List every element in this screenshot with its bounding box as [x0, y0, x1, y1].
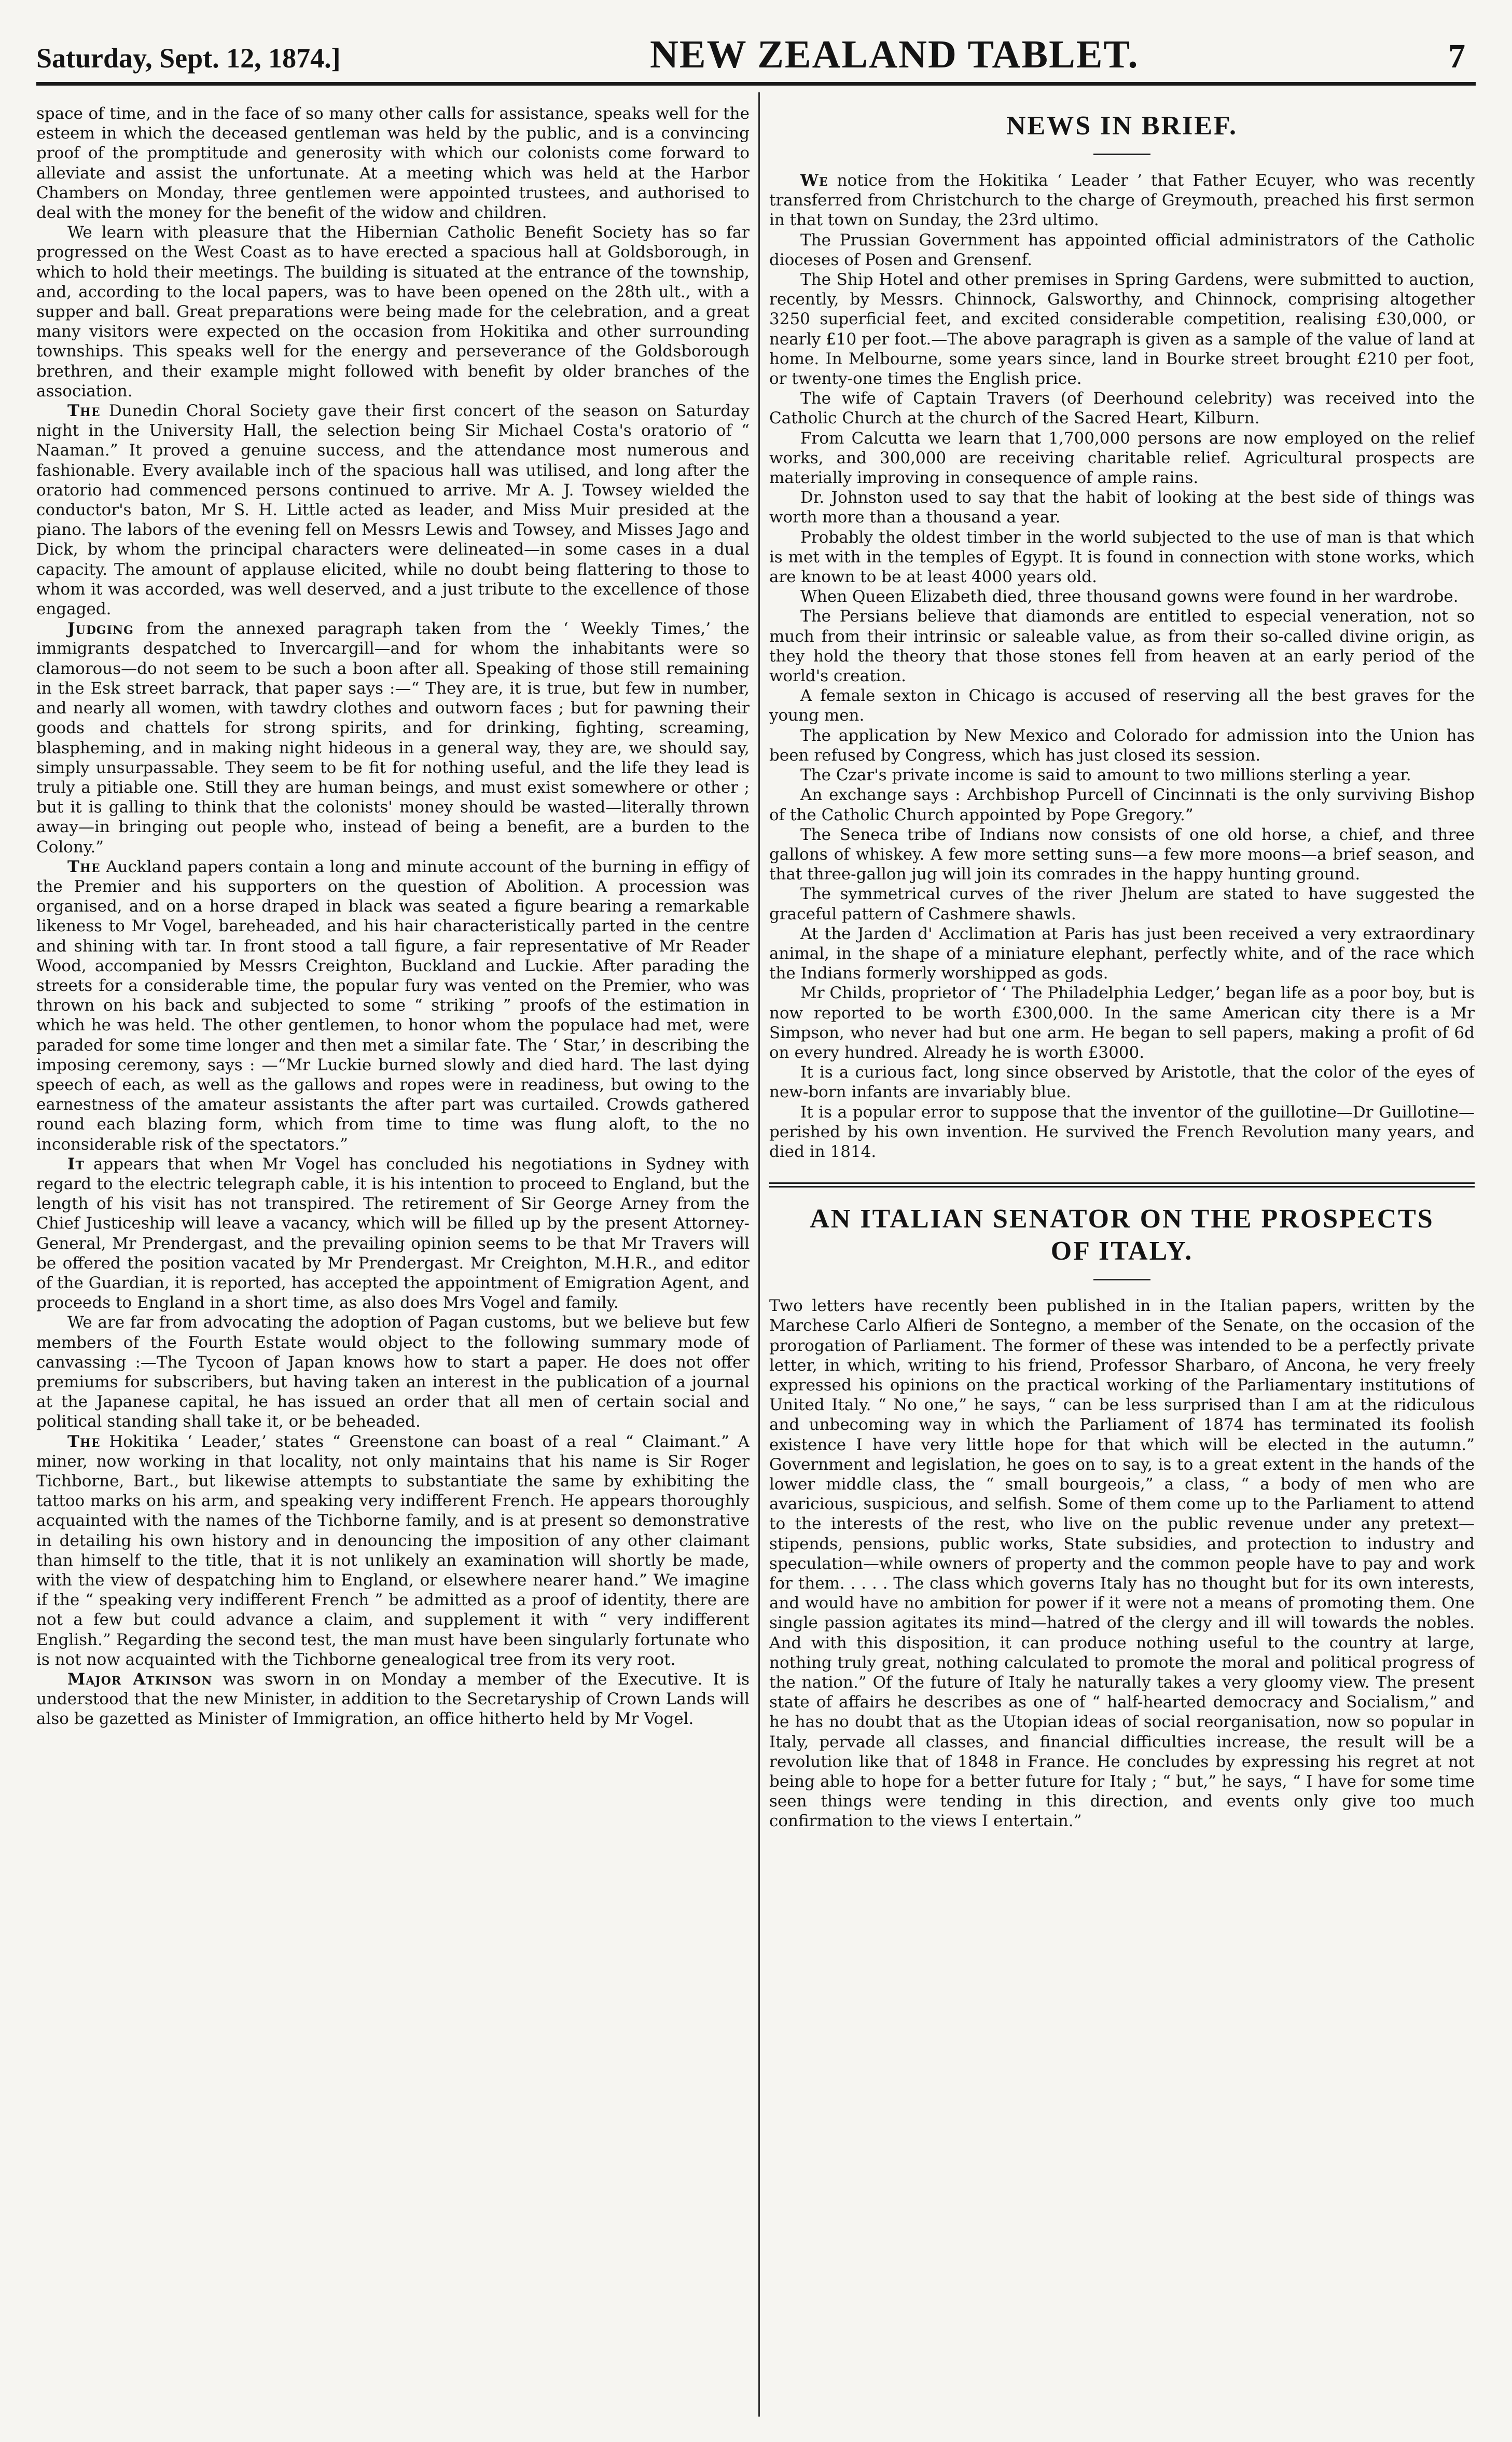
section-rule [769, 1182, 1475, 1184]
section-rule [769, 1186, 1475, 1188]
paragraph-lead: The [67, 857, 101, 876]
news-item: From Calcutta we learn that 1,700,000 persons are now employed on the relief works, and 300,000 are receiving charitable relief. Agricultural prospects are materially improving in consequence of ample rains. [769, 429, 1475, 488]
article-paragraph [36, 619, 750, 857]
news-item: Probably the oldest timber in the world subjected to the use of man is that which is met with in the temples of Egypt. It is found in connection with stone works, which are known to be at least 4000 years old. [769, 528, 1475, 587]
news-item: An exchange says : Archbishop Purcell of Cincinnati is the only surviving Bishop of the Catholic Church appointed by Pope Gregory.” [769, 785, 1475, 824]
article-paragraph [36, 1432, 750, 1670]
article-paragraph [36, 1670, 750, 1729]
article-paragraph: space of time, and in the face of so many other calls for assistance, speaks well for the esteem in which the deceased gentleman was held by the public, and is a convincing proof of the promptitude and generosity with which our colonists come forward to alleviate and assist the unfortunate. At a meeting which was held at the Harbor Chambers on Monday, three gentlemen were appointed trustees, and authorised to deal with the money for the benefit of the widow and children. [36, 104, 750, 223]
paragraph-body: Auckland papers contain a long and minute account of the burning in effigy of the Premier and his supporters on the question of Abolition. A procession was organised, and on a horse draped in black was seated a figure bearing a remarkable likeness to Mr Vogel, bareheaded, and his hair characteristically parted in the centre and shining with tar. In front stood a tall figure, a fair representative of Mr Reader Wood, accompanied by Messrs Creighton, Buckland and Luckie. After parading the streets for a considerable time, the popular fury was vented on the Premier, who was thrown on his back and subjected to some “ striking ” proofs of the estimation in which he was held. The other gentlemen, to honor whom the populace had met, were paraded for some time longer and then met a similar fate. The ‘ Star,’ in describing the imposing ceremony, says : —“Mr Luckie burned slowly and died hard. The last dying speech of each, as well as the gallows and ropes were in readiness, but owing to the earnestness of the amateur assistants the after part was curtailed. Crowds gathered round each blazing form, which from time to time was flung aloft, to the no inconsiderable risk of the spectators.” [36, 857, 750, 1154]
left-column [36, 104, 750, 2418]
heading-line: OF ITALY. [1050, 1236, 1194, 1266]
column-divider [758, 92, 760, 2417]
paragraph-body: from the annexed paragraph taken from the ‘ Weekly Times,’ the immigrants despatched to Invercargill—and for whom the inhabitants were so clamorous—do not seem to be such a boon after all. Speaking of those still remaining in the Esk street barrack, that paper says :—“ They are, it is true, but few in number, and nearly all women, with tawdry clothes and outworn faces ; but for pawning their goods and chattels for strong spirits, and for drinking, fighting, screaming, blaspheming, and in making night hideous in a general way, they are, we should say, simply unsurpassable. They seem to be fit for nothing useful, and the life they lead is truly a pitiable one. Still they are human beings, and must exist somewhere or other ; but it is galling to think that the colonists' money should be wasted—literally thrown away—in bringing out people who, instead of being a benefit, are a burden to the Colony.” [36, 619, 750, 857]
heading-line: AN ITALIAN SENATOR ON THE PROSPECTS [810, 1204, 1434, 1234]
article-paragraph: We learn with pleasure that the Hibernian Catholic Benefit Society has so far progressed on the West Coast as to have erected a spacious hall at Goldsborough, in which to hold their meetings. The building is situated at the entrance of the township, and, according to the local papers, was to have been opened on the 28th ult., with a supper and ball. Great preparations were being made for the celebration, and a great many visitors were expected on the occasion from Hokitika and other surrounding townships. This speaks well for the energy and perseverance of the Goldsborough brethren, and their example might followed with benefit by older branches of the association. [36, 223, 750, 401]
heading-rule [1093, 154, 1150, 155]
news-item [769, 171, 1475, 230]
news-item: The wife of Captain Travers (of Deerhound celebrity) was received into the Catholic Church at the church of the Sacred Heart, Kilburn. [769, 389, 1475, 428]
article-paragraph: We are far from advocating the adoption of Pagan customs, but we believe but few members of the Fourth Estate would object to the following summary mode of canvassing :—The Tycoon of Japan knows how to start a paper. He does not offer premiums for subscribers, but having taken an interest in the publication of a journal at the Japanese capital, he has issued an order that all men of certain social and political standing shall take it, or be beheaded. [36, 1313, 750, 1431]
news-item: Dr. Johnston used to say that the habit of looking at the best side of things was worth more than a thousand a year. [769, 488, 1475, 527]
issue-date: Saturday, Sept. 12, 1874.] [36, 43, 341, 74]
news-item: Mr Childs, proprietor of ‘ The Philadelphia Ledger,’ began life as a poor boy, but is now reported to be worth £300,000. In the same American city there is a Mr Simpson, who never had but one arm. He began to sell papers, making a profit of 6d on every hundred. Already he is worth £3000. [769, 984, 1475, 1062]
paragraph-lead: The [67, 1432, 101, 1451]
masthead-rule [36, 82, 1476, 86]
paragraph-body: Hokitika ‘ Leader,’ states “ Greenstone can boast of a real “ Claimant.” A miner, now working in that locality, not only maintains that his name is Sir Roger Tichborne, Bart., but likewise attempts to substantiate the same by exhibiting the tattoo marks on his arm, and speaking very indifferent French. He appears thoroughly acquainted with the names of the Tichborne family, and is at present so demonstrative in detailing his own history and in denouncing the imposition of any other claimant than himself to the title, that it is not unlikely an examination will shortly be made, with the view of despatching him to England, or elsewhere nearer hand.” We imagine if the “ speaking very indifferent French ” be admitted as a proof of identity, there are not a few but could advance a claim, and supplement it with “ very indifferent English.” Regarding the second test, the man must have been singularly fortunate who is not now acquainted with the Tichborne genealogical tree from its very root. [36, 1432, 750, 1669]
paragraph-lead: Major Atkinson [67, 1670, 213, 1689]
news-item: A female sexton in Chicago is accused of reserving all the best graves for the young men. [769, 686, 1475, 725]
news-item: The symmetrical curves of the river Jhelum are stated to have suggested the graceful pattern of Cashmere shawls. [769, 885, 1475, 923]
news-item: It is a popular error to suppose that the inventor of the guillotine—Dr Guillotine—perished by his own invention. He survived the French Revolution many years, and died in 1814. [769, 1102, 1475, 1161]
paragraph-lead: The [67, 402, 101, 421]
article-paragraph [36, 857, 750, 1154]
masthead [36, 32, 1476, 78]
news-item: The Persians believe that diamonds are entitled to especial veneration, not so much from their intrinsic or saleable value, as from their so-called divine origin, as they hold the theory that those stones fell from heaven at an early period of the world's creation. [769, 607, 1475, 686]
senator-article-heading [769, 1203, 1475, 1267]
article-paragraph [36, 1154, 750, 1313]
news-item: The Ship Hotel and other premises in Spring Gardens, were submitted to auction, recently, by Messrs. Chinnock, Galsworthy, and Chinnock, comprising altogether 3250 superficial feet, and excited considerable competition, realising £30,000, or nearly £10 per foot.—The above paragraph is given as a sample of the value of land at home. In Melbourne, some years since, land in Bourke street brought £210 per foot, or twenty-one times the English price. [769, 270, 1475, 389]
paragraph-lead: Judging [67, 619, 134, 639]
newspaper-title: NEW ZEALAND TABLET. [650, 33, 1139, 76]
paragraph-body: Dunedin Choral Society gave their first concert of the season on Saturday night in the University Hall, the selection being Sir Michael Costa's oratorio of “ Naaman.” It proved a genuine success, and the attendance most numerous and fashionable. Every available inch of the spacious hall was utilised, and long after the oratorio had commenced persons continued to arrive. Mr A. J. Towsey wielded the conductor's baton, Mr S. H. Little acted as leader, and Miss Muir presided at the piano. The labors of the evening fell on Messrs Lewis and Towsey, and Misses Jago and Dick, by whom the principal characters were delineated—in some cases in a dual capacity. The amount of applause elicited, while no doubt being flattering to those to whom it was accorded, was well deserved, and a just tribute to the excellence of those engaged. [36, 402, 750, 619]
news-item: At the Jarden d' Acclimation at Paris has just been received a very extraordinary animal, in the shape of a miniature elephant, perfectly white, and of the race which the Indians formerly worshipped as gods. [769, 924, 1475, 983]
news-item: The application by New Mexico and Colorado for admission into the Union has been refused by Congress, which has just closed its session. [769, 726, 1475, 765]
news-item: When Queen Elizabeth died, three thousand gowns were found in her wardrobe. [800, 587, 1459, 606]
news-item: The Prussian Government has appointed official administrators of the Catholic dioceses of Posen and Grensenf. [769, 230, 1475, 269]
paragraph-body: was sworn in on Monday a member of the Executive. It is understood that the new Minister, in addition to the Secretaryship of Crown Lands will also be gazetted as Minister of Immigration, an office hitherto held by Mr Vogel. [36, 1670, 750, 1729]
right-column [769, 104, 1475, 2418]
news-item: The Czar's private income is said to amount to two millions sterling a year. [800, 766, 1411, 785]
news-item: It is a curious fact, long since observed by Aristotle, that the color of the eyes of new-born infants are invariably blue. [769, 1063, 1475, 1102]
page-number: 7 [1448, 37, 1465, 75]
paragraph-lead: It [67, 1154, 85, 1174]
article-paragraph [36, 401, 750, 619]
paragraph-body: notice from the Hokitika ‘ Leader ’ that Father Ecuyer, who was recently transferred from Christchurch to the charge of Greymouth, preached his first sermon in that town on Sunday, the 23rd ultimo. [769, 171, 1475, 230]
news-in-brief-heading: NEWS IN BRIEF. [1006, 111, 1238, 141]
heading-rule [1093, 1279, 1150, 1280]
paragraph-body: appears that when Mr Vogel has concluded his negotiations in Sydney with regard to the electric telegraph cable, it is his intention to proceed to England, but the length of his visit has not transpired. The retirement of Sir George Arney from the Chief Justiceship will leave a vacancy, which will be filled up by the present Attorney-General, Mr Prendergast, and the prevailing opinion seems to be that Mr Travers will be offered the position vacated by Mr Prendergast. Mr Creighton, M.H.R., and editor of the Guardian, it is reported, has accepted the appointment of Emigration Agent, and proceeds to England in a short time, as also does Mrs Vogel and family. [36, 1154, 750, 1313]
news-item: The Seneca tribe of Indians now consists of one old horse, a chief, and three gallons of whiskey. A few more setting suns—a few more moons—a brief season, and that three-gallon jug will join its comrades in the happy hunting ground. [769, 825, 1475, 884]
article-paragraph: Two letters have recently been published in in the Italian papers, written by the Marchese Carlo Alfieri de Sontegno, a member of the Senate, on the occasion of the prorogation of Parliament. The former of these was intended to be a perfectly private letter, in which, writing to his friend, Professor Sharbaro, of Ancona, he very freely expressed his opinions on the practical working of the Parliamentary institutions of United Italy. “ No one,” he says, “ can be less surprised than I am at the ridiculous and unbecoming way in which the Parliament of 1874 has terminated its foolish existence I have very little hope for that which will be elected in the autumn.” Government and legislation, he goes on to say, is to a great extent in the hands of the lower middle class, the “ small bourgeois,” a class, “ a body of men who are avaricious, suspicious, and selfish. Some of them come up to the Parliament to attend to the interests of the rest, who live on the public revenue under any pretext—stipends, pensions, public works, State subsidies, and protection to industry and speculation—while owners of property and the common people have to pay and work for them. . . . . The class which governs Italy has no thought but for its own interests, and would have no ambition for power if it were not a means of promoting them. One single passion agitates its mind—hatred of the clergy and ill will towards the nobles. And with this disposition, it can produce nothing useful to the country at large, nothing truly great, nothing calculated to promote the moral and political progress of the nation.” Of the future of Italy he naturally takes a very gloomy view. The present state of affairs he describes as one of “ half-hearted democracy and Socialism,” and he has no doubt that as the Utopian ideas of social reorganisation, now so popular in Italy, pervade all classes, and financial difficulties increase, the result will be a revolution like that of 1848 in France. He concludes by expressing his regret at not being able to hope for a better future for Italy ; “ but,” he says, “ I have for some time seen things were tending in this direction, and events only give too much confirmation to the views I entertain.” [769, 1296, 1475, 1831]
paragraph-lead: We [800, 171, 828, 190]
